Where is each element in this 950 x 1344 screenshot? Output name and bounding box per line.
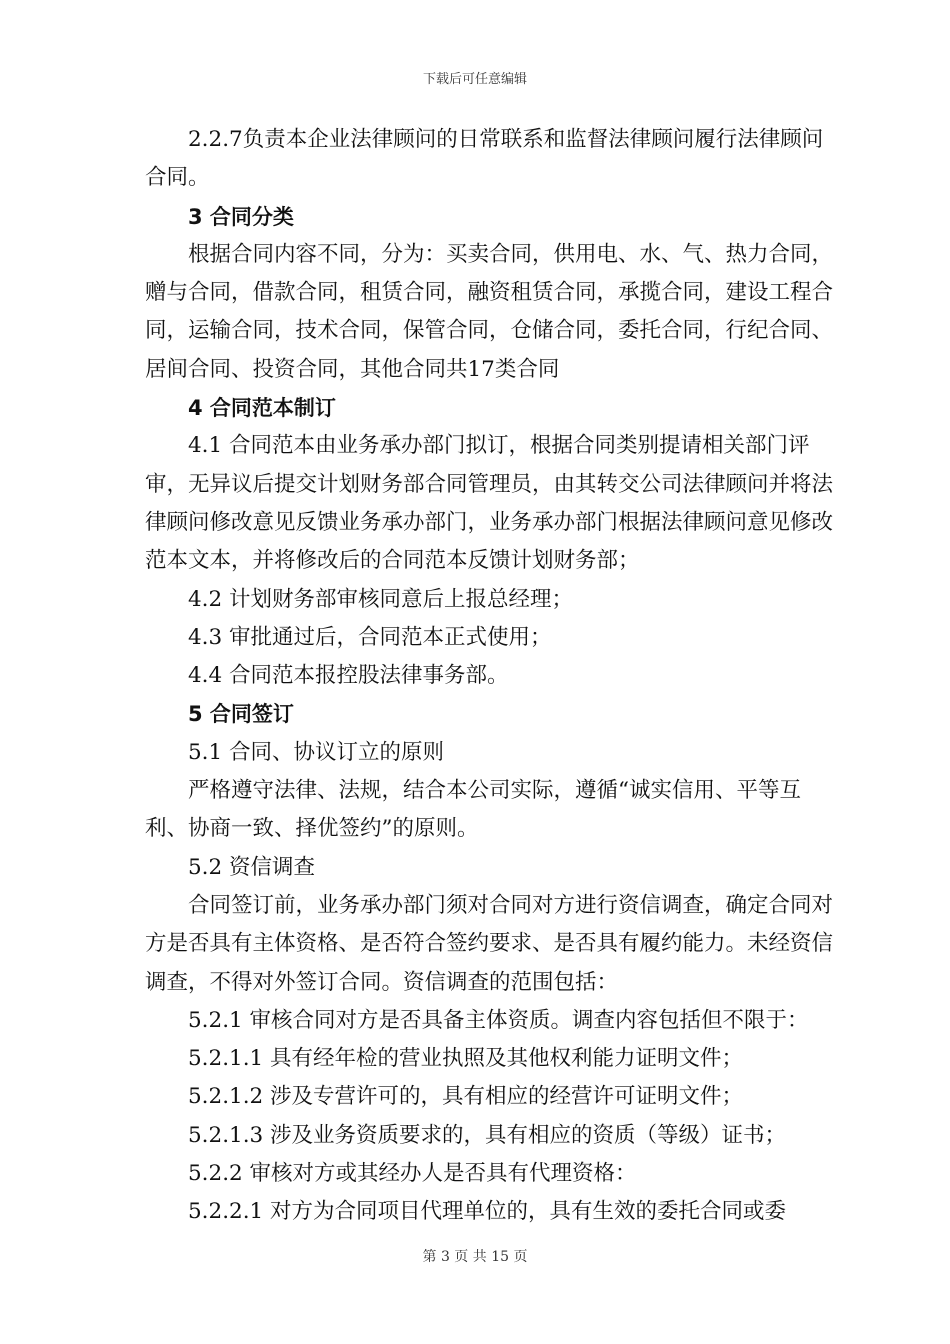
paragraph-5-2-1-1: 5.2.1.1 具有经年检的营业执照及其他权利能力证明文件； [188,1046,744,1072]
paragraph-principles: 严格遵守法律、法规，结合本公司实际，遵循“诚实信用、平等互利、协商一致、择优签约”的原则。 [145,778,801,842]
heading-contract-classification: 3 合同分类 [188,204,294,229]
paragraph-4-1: 4.1 合同范本由业务承办部门拟订，根据合同类别提请相关部门评审，无异议后提交计划财务部合同管理员，由其转交公司法律顾问并将法律顾问修改意见反馈业务承办部门，业务承办部门根据法律顾问意见修改范本文本，并将修改后的合同范本反馈计划财务部； [145,433,834,574]
paragraph-5-2-2: 5.2.2 审核对方或其经办人是否具有代理资格： [188,1161,637,1187]
paragraph-5-2-2-1: 5.2.2.1 对方为合同项目代理单位的，具有生效的委托合同或委 [188,1199,787,1225]
paragraph-5-1: 5.1 合同、协议订立的原则 [188,739,445,765]
paragraph-credit-investigation: 合同签订前，业务承办部门须对合同对方进行资信调查，确定合同对方是否具有主体资格、是否符合签约要求、是否具有履约能力。未经资信调查，不得对外签订合同。资信调查的范围包括： [145,892,834,995]
paragraph-5-2: 5.2 资信调查 [188,854,316,880]
paragraph-5-2-1: 5.2.1 审核合同对方是否具备主体资质。调查内容包括但不限于： [188,1007,809,1033]
paragraph-contract-types: 根据合同内容不同，分为：买卖合同，供用电、水、气、热力合同，赠与合同，借款合同，租赁合同，融资租赁合同，承揽合同，建设工程合同，运输合同，技术合同，保管合同，仓储合同，委托合同，行纪合同、居间合同、投资合同，其他合同共17类合同 [145,241,834,382]
heading-contract-signing: 5 合同签订 [188,702,294,727]
paragraph-2-2-7: 2.2.7负责本企业法律顾问的日常联系和监督法律顾问履行法律顾问合同。 [145,127,824,191]
paragraph-4-3: 4.3 审批通过后，合同范本正式使用； [188,624,552,650]
paragraph-4-4: 4.4 合同范本报控股法律事务部。 [188,663,509,689]
paragraph-4-2: 4.2 计划财务部审核同意后上报总经理； [188,586,574,612]
document-body [145,121,835,1232]
page-header: 下载后可任意编辑 [422,72,527,87]
paragraph-5-2-1-3: 5.2.1.3 涉及业务资质要求的，具有相应的资质（等级）证书； [188,1122,787,1148]
heading-template-drafting: 4 合同范本制订 [188,396,336,421]
paragraph-5-2-1-2: 5.2.1.2 涉及专营许可的，具有相应的经营许可证明文件； [188,1084,744,1110]
page-footer: 第 3 页 共 15 页 [422,1249,528,1265]
